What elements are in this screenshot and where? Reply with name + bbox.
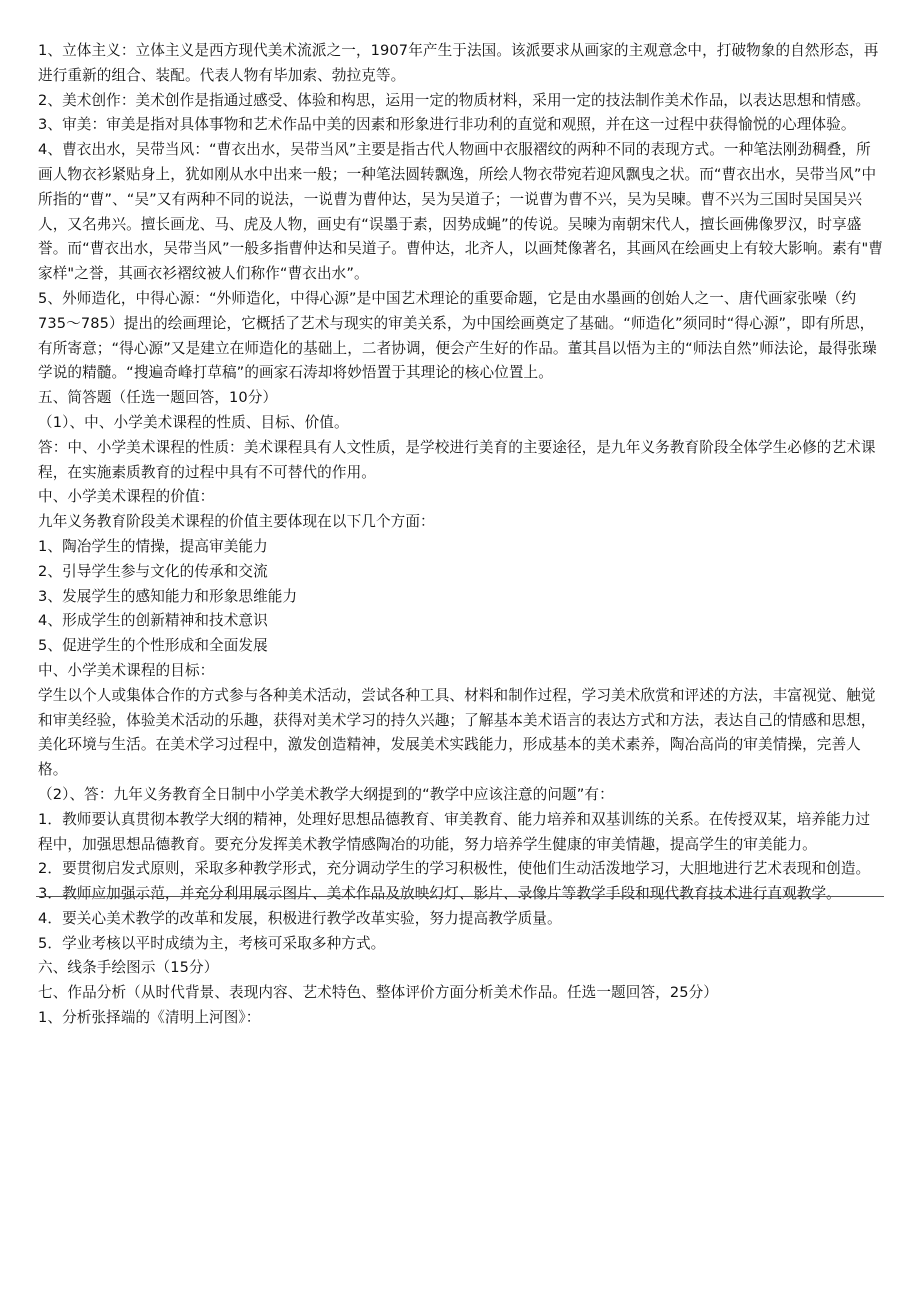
teaching-issue-3: 3．教师应加强示范，并充分利用展示图片、美术作品及放映幻灯、影片、录像片等教学手段和现代教育技术进行直观教学。	[38, 885, 841, 903]
teaching-issue-4: 4．要关心美术教学的改革和发展，积极进行教学改革实验，努力提高教学质量。	[38, 909, 562, 927]
section-five-heading: 五、简答题（任选一题回答，10分）	[38, 389, 278, 407]
teaching-issue-1: 1．教师要认真贯彻本教学大纲的精神，处理好思想品德教育、审美教育、能力培养和双基训练的关系。在传授双某，培养能力过程中，加强思想品德教育。要充分发挥美术教学情感陶冶的功能，努力培养学生健康的审美情趣，提高学生的审美能力。	[38, 810, 871, 853]
document-body	[38, 39, 884, 1031]
curriculum-value-heading: 中、小学美术课程的价值：	[38, 488, 215, 506]
term-cao-wu-styles: 4、曹衣出水，吴带当风：“曹衣出水，吴带当风”主要是指古代人物画中衣服褶纹的两种不同的表现方式。一种笔法刚劲稠叠，所画人物衣衫紧贴身上，犹如刚从水中出来一般；一种笔法圆转飘逸，所绘人物衣带宛若迎风飘曳之状。而“曹衣出水，吴带当风”中所指的“曹”、“吴”又有两种不同的说法，一说曹为曹仲达，吴为吴道子；一说曹为曹不兴，吴为吴暕。曹不兴为三国时吴国吴兴人，又名弗兴。擅长画龙、马、虎及人物，画史有“误墨于素，因势成蝇”的传说。吴暕为南朝宋代人，擅长画佛像罗汉，时享盛誉。而“曹衣出水，吴带当风”一般多指曹仲达和吴道子。曹仲达，北齐人，以画梵像著名，其画风在绘画史上有较大影响。素有"曹家样"之誉，其画衣衫褶纹被人们称作“曹衣出水”。	[38, 141, 883, 283]
analysis-question-one: 1、分析张择端的《清明上河图》：	[38, 1009, 261, 1027]
teaching-issue-5: 5．学业考核以平时成绩为主，考核可采取多种方式。	[38, 934, 386, 952]
question-two: （2）、答：九年义务教育全日制中小学美术教学大纲提到的“教学中应该注意的问题”有：	[38, 785, 614, 803]
curriculum-value-intro: 九年义务教育阶段美术课程的价值主要体现在以下几个方面：	[38, 513, 435, 531]
page-divider	[36, 896, 884, 897]
value-item-2: 2、引导学生参与文化的传承和交流	[38, 562, 268, 580]
question-one: （1）、中、小学美术课程的性质、目标、价值。	[38, 413, 349, 431]
value-item-3: 3、发展学生的感知能力和形象思维能力	[38, 587, 298, 605]
curriculum-goal-heading: 中、小学美术课程的目标：	[38, 661, 215, 679]
term-nature-and-mind: 5、外师造化，中得心源：“外师造化，中得心源”是中国艺术理论的重要命题，它是由水墨画的创始人之一、唐代画家张噪（约735〜785）提出的绘画理论，它概括了艺术与现实的审美关系，为中国绘画奠定了基础。“师造化”须同时“得心源”，即有所思，有所寄意；“得心源”又是建立在师造化的基础上，二者协调，便会产生好的作品。董其昌以悟为主的“师法自然”师法论，最得张璪学说的精髓。“搜遍奇峰打草稿”的画家石涛却将妙悟置于其理论的核心位置上。	[38, 289, 877, 382]
value-item-1: 1、陶冶学生的情操，提高审美能力	[38, 537, 268, 555]
term-cubism: 1、立体主义：立体主义是西方现代美术流派之一，1907年产生于法国。该派要求从画家的主观意念中，打破物象的自然形态，再进行重新的组合、装配。代表人物有毕加索、勃拉克等。	[38, 42, 879, 84]
section-seven-heading: 七、作品分析（从时代背景、表现内容、艺术特色、整体评价方面分析美术作品。任选一题回答，25分）	[38, 984, 718, 1002]
term-art-creation: 2、美术创作：美术创作是指通过感受、体验和构思，运用一定的物质材料，采用一定的技法制作美术作品，以表达思想和情感。	[38, 91, 871, 109]
curriculum-goal-text: 学生以个人或集体合作的方式参与各种美术活动，尝试各种工具、材料和制作过程，学习美术欣赏和评述的方法，丰富视觉、触觉和审美经验，体验美术活动的乐趣，获得对美术学习的持久兴趣；了解基本美术语言的表达方式和方法，表达自己的情感和思想，美化环境与生活。在美术学习过程中，激发创造精神，发展美术实践能力，形成基本的美术素养，陶冶高尚的审美情操，完善人格。	[38, 686, 876, 779]
teaching-issue-2: 2．要贯彻启发式原则，采取多种教学形式，充分调动学生的学习积极性，使他们生动活泼地学习，大胆地进行艺术表现和创造。	[38, 860, 871, 878]
answer-curriculum-nature: 答：中、小学美术课程的性质：美术课程具有人文性质，是学校进行美育的主要途径，是九年义务教育阶段全体学生必修的艺术课程，在实施素质教育的过程中具有不可替代的作用。	[38, 438, 876, 481]
section-six-heading: 六、线条手绘图示（15分）	[38, 959, 219, 977]
value-item-5: 5、促进学生的个性形成和全面发展	[38, 637, 268, 655]
value-item-4: 4、形成学生的创新精神和技术意识	[38, 612, 268, 630]
term-aesthetics: 3、审美：审美是指对具体事物和艺术作品中美的因素和形象进行非功利的直觉和观照，并在这一过程中获得愉悦的心理体验。	[38, 116, 856, 134]
